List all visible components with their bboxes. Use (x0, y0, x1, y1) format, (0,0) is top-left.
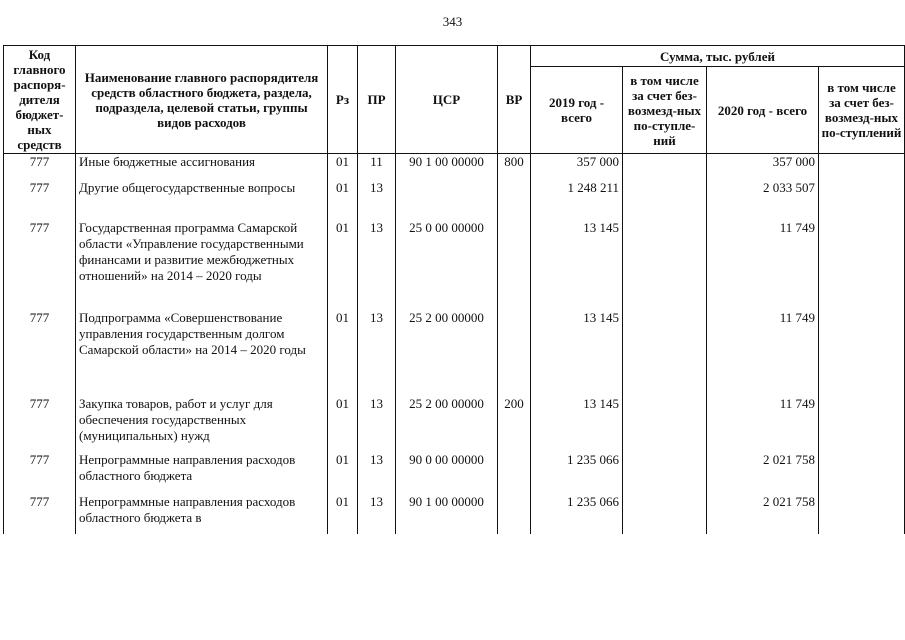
cell-2019-free (623, 396, 707, 452)
cell-2020-total: 2 021 758 (707, 494, 819, 534)
cell-name: Непрограммные направления расходов областного бюджета в (76, 494, 328, 534)
cell-rz: 01 (328, 310, 358, 396)
cell-2019-free (623, 310, 707, 396)
cell-2019-total: 1 235 066 (531, 494, 623, 534)
table-row (4, 220, 905, 310)
cell-2020-total: 11 749 (707, 310, 819, 396)
cell-pr: 13 (358, 396, 396, 452)
table-row (4, 396, 905, 452)
cell-csr: 25 2 00 00000 (396, 310, 498, 396)
cell-csr: 90 0 00 00000 (396, 452, 498, 494)
header-name: Наименование главного распорядителя средств областного бюджета, раздела, подраздела, целевой статьи, группы видов расходов (76, 46, 328, 154)
header-code: Код главного распоря-дителя бюджет-ных средств (4, 46, 76, 154)
header-sum: Сумма, тыс. рублей (531, 46, 905, 67)
cell-2020-free (819, 396, 905, 452)
cell-vr (498, 220, 531, 310)
header-2020-free: в том числе за счет без-возмезд-ных по-ступлений (819, 67, 905, 154)
cell-2019-total: 13 145 (531, 310, 623, 396)
cell-csr: 25 2 00 00000 (396, 396, 498, 452)
cell-rz: 01 (328, 396, 358, 452)
cell-2019-free (623, 220, 707, 310)
cell-2019-total: 1 235 066 (531, 452, 623, 494)
cell-code: 777 (4, 154, 76, 181)
header-2019-free: в том числе за счет без-возмезд-ных по-ступле-ний (623, 67, 707, 154)
cell-2019-total: 13 145 (531, 396, 623, 452)
cell-pr: 13 (358, 180, 396, 220)
cell-csr (396, 180, 498, 220)
cell-name: Иные бюджетные ассигнования (76, 154, 328, 181)
table-row (4, 180, 905, 220)
cell-2020-total: 2 021 758 (707, 452, 819, 494)
cell-2020-total: 2 033 507 (707, 180, 819, 220)
header-vr: ВР (498, 46, 531, 154)
header-csr: ЦСР (396, 46, 498, 154)
cell-csr: 90 1 00 00000 (396, 494, 498, 534)
cell-code: 777 (4, 396, 76, 452)
cell-name: Непрограммные направления расходов областного бюджета (76, 452, 328, 494)
cell-2019-free (623, 154, 707, 181)
cell-vr (498, 494, 531, 534)
cell-pr: 11 (358, 154, 396, 181)
budget-table (3, 45, 905, 534)
header-rz: Рз (328, 46, 358, 154)
cell-name: Государственная программа Самарской области «Управление государственными финансами и развитие межбюджетных отношений» на 2014 – 2020 годы (76, 220, 328, 310)
cell-csr: 90 1 00 00000 (396, 154, 498, 181)
cell-2020-free (819, 452, 905, 494)
cell-rz: 01 (328, 452, 358, 494)
cell-pr: 13 (358, 220, 396, 310)
cell-vr (498, 310, 531, 396)
table-row (4, 494, 905, 534)
cell-code: 777 (4, 452, 76, 494)
cell-pr: 13 (358, 452, 396, 494)
cell-code: 777 (4, 220, 76, 310)
cell-rz: 01 (328, 180, 358, 220)
cell-vr: 800 (498, 154, 531, 181)
cell-vr (498, 452, 531, 494)
cell-2019-total: 1 248 211 (531, 180, 623, 220)
cell-2019-free (623, 494, 707, 534)
cell-vr: 200 (498, 396, 531, 452)
cell-2020-free (819, 180, 905, 220)
cell-pr: 13 (358, 494, 396, 534)
cell-rz: 01 (328, 154, 358, 181)
cell-code: 777 (4, 180, 76, 220)
cell-2019-total: 13 145 (531, 220, 623, 310)
cell-2019-total: 357 000 (531, 154, 623, 181)
cell-pr: 13 (358, 310, 396, 396)
cell-code: 777 (4, 494, 76, 534)
cell-2020-free (819, 310, 905, 396)
cell-name: Подпрограмма «Совершенствование управления государственным долгом Самарской области» на 2014 – 2020 годы (76, 310, 328, 396)
cell-code: 777 (4, 310, 76, 396)
cell-2020-free (819, 494, 905, 534)
cell-2019-free (623, 452, 707, 494)
cell-name: Другие общегосударственные вопросы (76, 180, 328, 220)
table-row (4, 452, 905, 494)
cell-rz: 01 (328, 494, 358, 534)
header-pr: ПР (358, 46, 396, 154)
header-2019-total: 2019 год - всего (531, 67, 623, 154)
cell-vr (498, 180, 531, 220)
cell-2019-free (623, 180, 707, 220)
page-number: 343 (442, 14, 463, 29)
cell-csr: 25 0 00 00000 (396, 220, 498, 310)
cell-2020-free (819, 220, 905, 310)
cell-2020-total: 11 749 (707, 220, 819, 310)
cell-2020-total: 11 749 (707, 396, 819, 452)
cell-2020-free (819, 154, 905, 181)
header-2020-total: 2020 год - всего (707, 67, 819, 154)
cell-rz: 01 (328, 220, 358, 310)
table-row (4, 310, 905, 396)
cell-name: Закупка товаров, работ и услуг для обеспечения государственных (муниципальных) нужд (76, 396, 328, 452)
table-row (4, 154, 905, 181)
cell-2020-total: 357 000 (707, 154, 819, 181)
